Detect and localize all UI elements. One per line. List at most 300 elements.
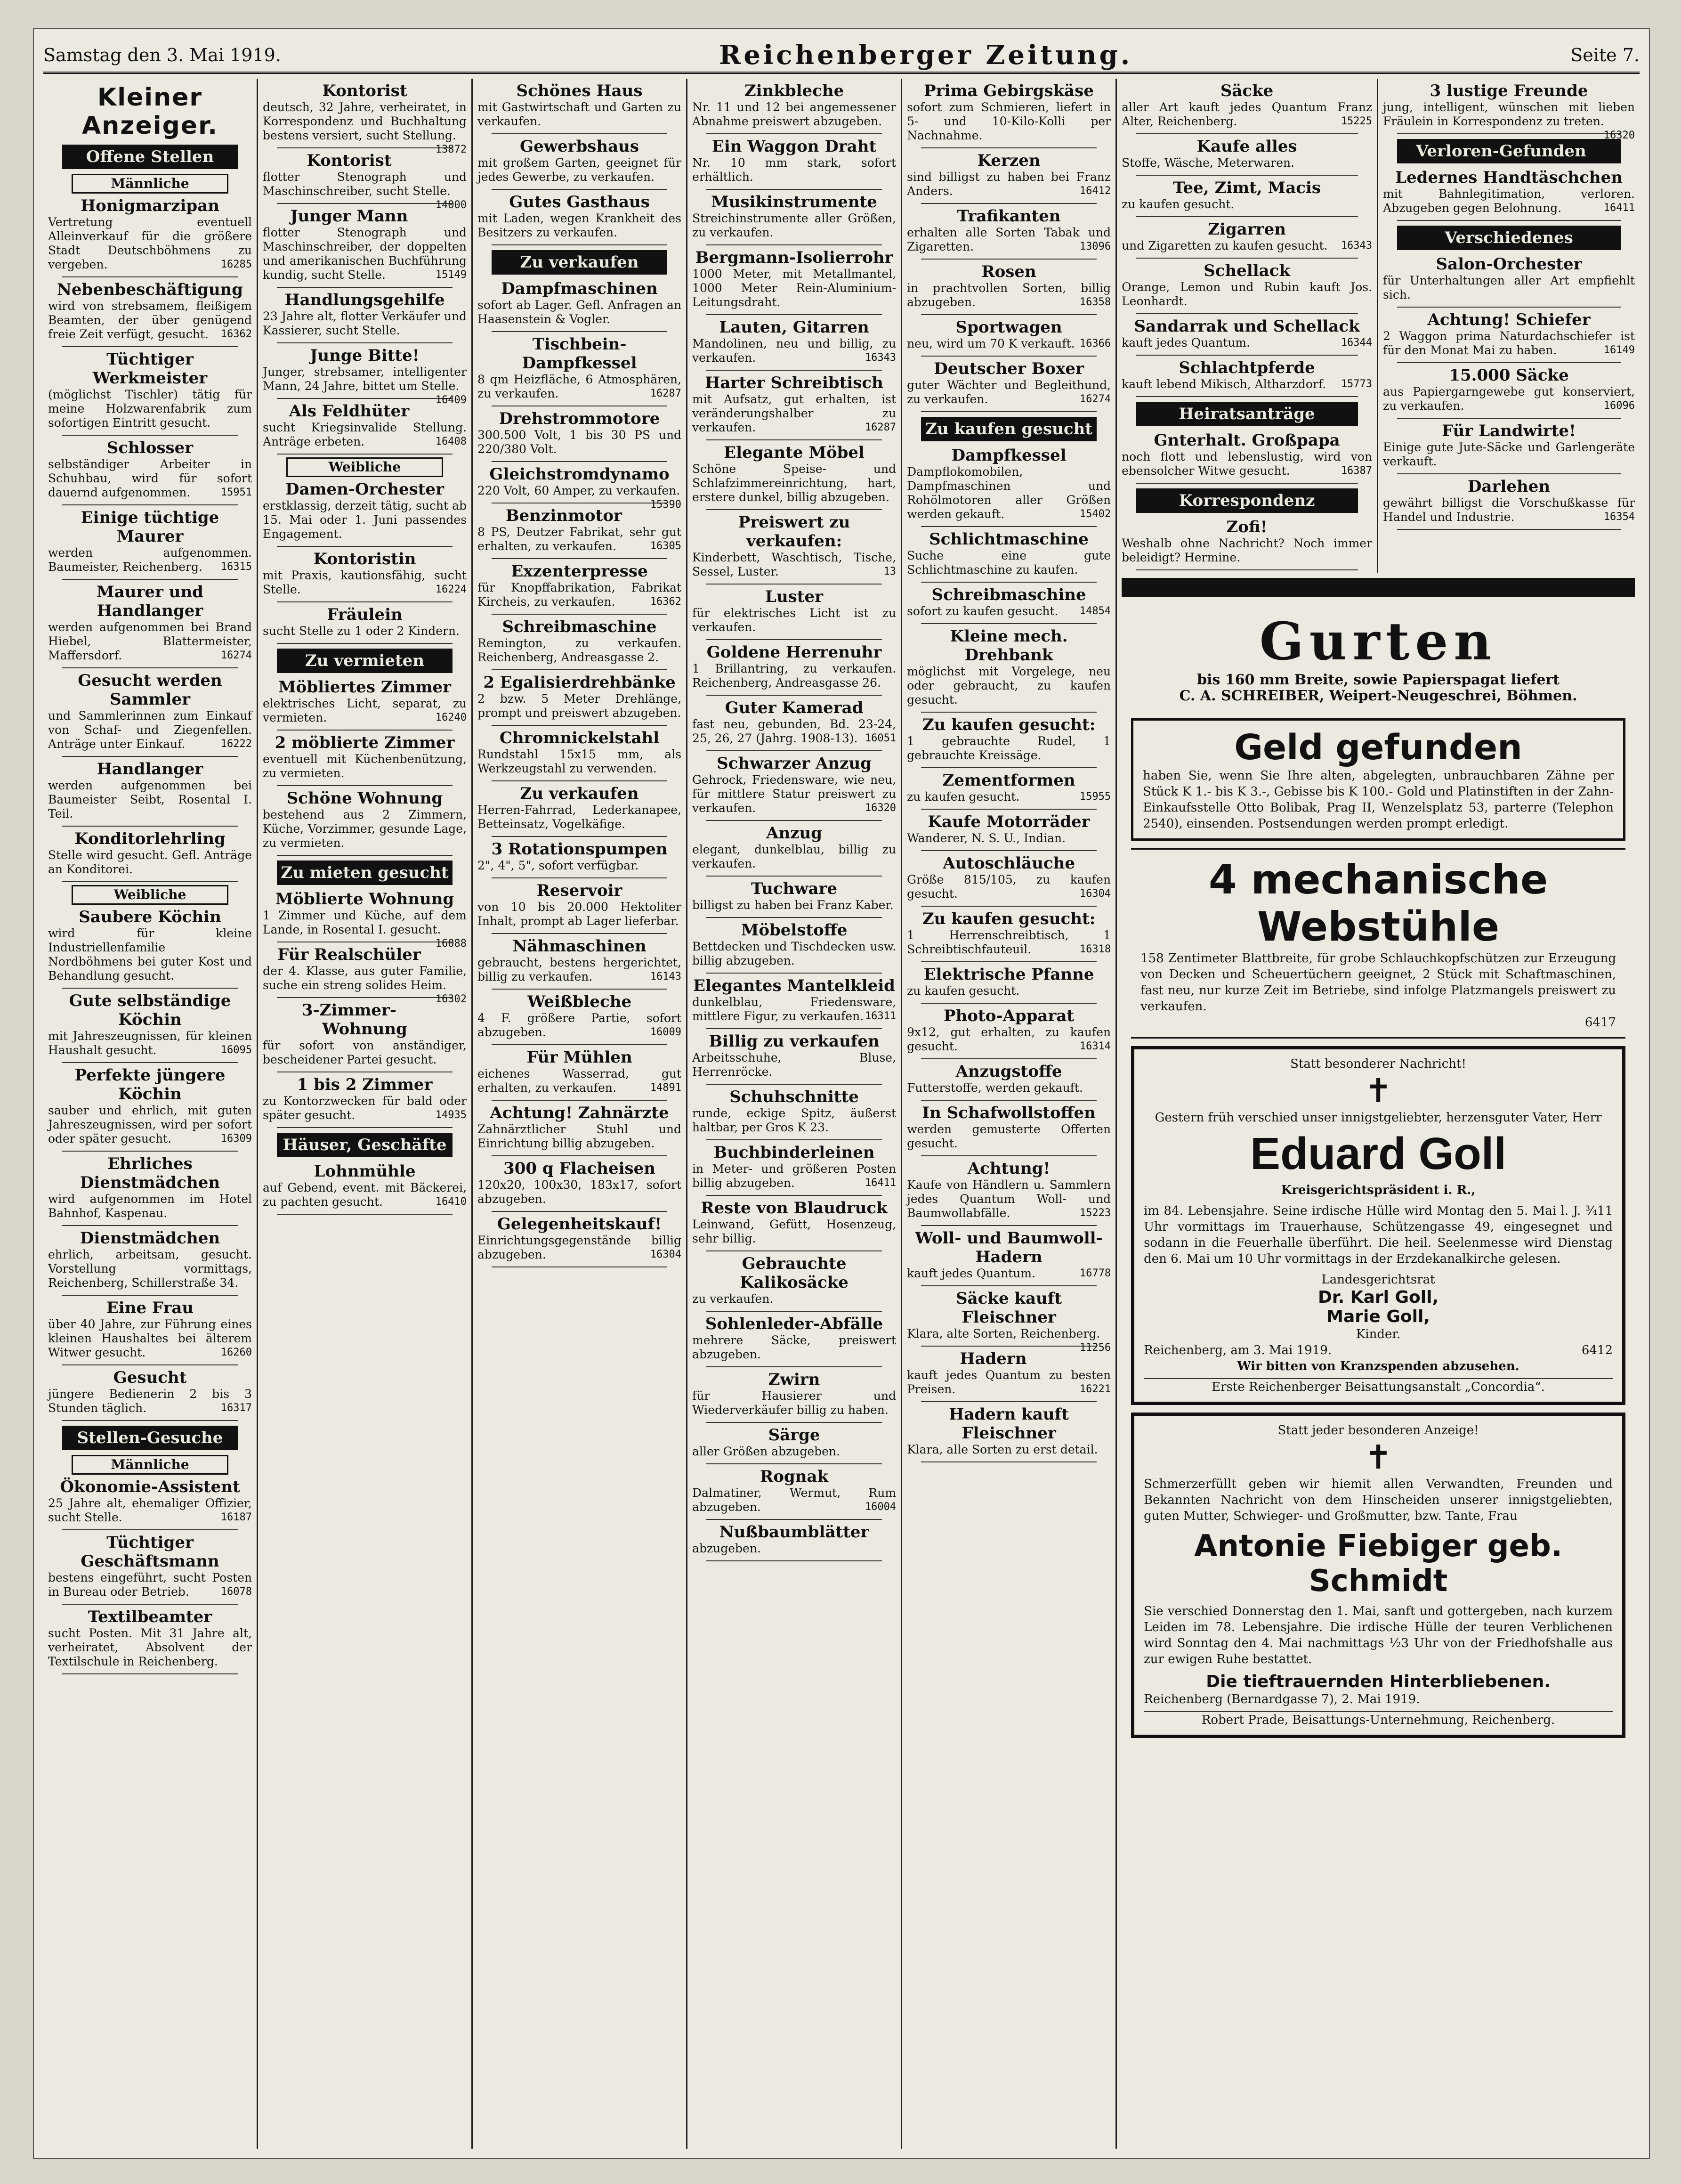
classified-ad (1122, 518, 1372, 565)
goll-name: Eduard Goll (1250, 1129, 1507, 1179)
newspaper-page (33, 28, 1650, 2159)
column-6 (1117, 79, 1640, 2149)
ad-text: 2", 4", 5", sofort verfügbar. (477, 859, 639, 872)
ad-separator (706, 876, 882, 877)
ad-separator (921, 1346, 1097, 1347)
ad-separator (62, 826, 238, 827)
ad-title: Salon-Orchester (1436, 255, 1582, 274)
ad-separator (62, 1364, 238, 1365)
ad-number: 14891 (650, 1082, 682, 1094)
ad-title: Photo-Apparat (944, 1007, 1075, 1025)
classified-ad (263, 81, 467, 155)
classified-ad (692, 824, 896, 871)
ad-title: Möblierte Wohnung (275, 890, 454, 909)
ad-separator (921, 809, 1097, 810)
goll-mourner-2: Marie Goll, (1326, 1307, 1430, 1326)
ad-separator (277, 147, 453, 148)
ad-title: 2 Egalisierdrehbänke (483, 673, 676, 692)
ad-title: Billig zu verkaufen (709, 1032, 880, 1051)
ad-text: abzugeben. (692, 1542, 761, 1555)
ad-separator (62, 756, 238, 757)
ad-title: Kontorist (307, 151, 392, 170)
ad-title: Kerzen (977, 151, 1041, 170)
ad-text: 9x12, gut erhalten, zu kaufen gesucht. 16314 (907, 1025, 1111, 1053)
ad-title: Autoschläuche (943, 854, 1075, 873)
classified-ad (48, 508, 252, 574)
ad-title: Textilbeamter (88, 1608, 212, 1626)
ad-text: Nr. 10 mm stark, sofort erhältlich. (692, 156, 897, 184)
ad-title: Möbelstoffe (741, 921, 848, 940)
ad-text: 25 Jahre alt, ehemaliger Offizier, sucht Stelle. 16187 (48, 1496, 252, 1524)
ad-title: Sportwagen (955, 318, 1062, 337)
classified-ad (48, 1154, 252, 1220)
ad-text: Gehrock, Friedensware, wie neu, für mittlere Statur preiswert zu verkaufen. 16320 (692, 773, 897, 815)
ad-number: 15149 (435, 269, 467, 281)
ad-text: Wanderer, N. S. U., Indian. (907, 831, 1066, 845)
ad-text: fast neu, gebunden, Bd. 23-24, 25, 26, 27 (Jahrg. 1908-13). 16051 (692, 717, 897, 745)
ad-separator (706, 584, 882, 585)
ad-title: Schöne Wohnung (286, 789, 443, 808)
ad-title: Lohnmühle (314, 1162, 416, 1181)
goll-place-row (1144, 1342, 1613, 1358)
webstuehle-num: 6417 (1584, 1015, 1616, 1030)
col6-right (1378, 79, 1635, 573)
ad-text: (möglichst Tischler) tätig für meine Holzwarenfabrik zum sofortigen Eintritt gesucht. (48, 388, 252, 430)
ad-title: Dienstmädchen (80, 1229, 220, 1248)
ad-number: 13 (883, 566, 897, 577)
ad-text: 1 Herrenschreibtisch, 1 Schreibtischfauteuil. 16318 (907, 928, 1111, 956)
banner-heiratsantraege: Heiratsanträge (1136, 402, 1358, 426)
ad-number: 16778 (1079, 1267, 1111, 1279)
ad-text: in Meter- und größeren Posten billig abzugeben. 16411 (692, 1162, 897, 1190)
classified-ad (263, 207, 467, 282)
ad-separator (277, 785, 453, 786)
classified-ad (1122, 137, 1372, 170)
ad-text: ehrlich, arbeitsam, gesucht. Vorstellung vormittags, Reichenberg, Schillerstraße 34. (48, 1248, 252, 1290)
ad-number: 16088 (435, 938, 467, 950)
ad-text: für Unterhaltungen aller Art empfiehlt sich. (1383, 274, 1635, 301)
ad-title: Kaufe Motorräder (928, 812, 1090, 831)
ads-col6-f (1383, 255, 1635, 530)
ad-separator (921, 1058, 1097, 1059)
classified-ad (477, 840, 681, 873)
ad-text: bestehend aus 2 Zimmern, Küche, Vorzimmer, gesunde Lage, zu vermieten. (263, 808, 467, 850)
ad-number: 16143 (650, 971, 682, 982)
classified-ad (1383, 255, 1635, 302)
classified-ad (263, 291, 467, 338)
classified-ad (1122, 81, 1372, 129)
ad-separator (492, 1211, 667, 1212)
ad-separator (706, 1028, 882, 1029)
ad-separator (62, 1420, 238, 1421)
ad-number: 16095 (220, 1044, 252, 1056)
ad-title: Prima Gebirgskäse (924, 81, 1094, 100)
ad-title: In Schafwollstoffen (922, 1104, 1096, 1122)
ad-text: wird für kleine Industriellenfamilie Nordböhmens bei guter Kost und Behandlung gesucht. (48, 926, 252, 982)
ad-separator (706, 509, 882, 510)
classified-ad (1383, 422, 1635, 469)
obituary-goll (1131, 1046, 1625, 1405)
ad-title: Reservoir (536, 881, 622, 900)
ad-number: 13872 (435, 144, 467, 155)
ad-text: mit Laden, wegen Krankheit des Besitzers zu verkaufen. (477, 211, 682, 239)
banner-stellen-gesuche: Stellen-Gesuche (62, 1426, 238, 1450)
ad-text: Suche eine gute Schlichtmaschine zu kaufen. (907, 549, 1111, 576)
ad-separator (1397, 362, 1621, 363)
ad-number: 16285 (220, 259, 252, 270)
ad-title: Für Mühlen (526, 1048, 632, 1067)
ad-text: Dampflokomobilen, Dampfmaschinen und Rohölmotoren aller Größen werden gekauft. 15402 (907, 465, 1111, 521)
ad-text: zu kaufen gesucht. (907, 984, 1020, 998)
classified-ad (477, 784, 681, 831)
ad-number: 14935 (435, 1109, 467, 1121)
fiebiger-undertaker: Robert Prade, Beisattungs-Unternehmung, Reichenberg. (1144, 1711, 1613, 1728)
ad-separator (62, 1062, 238, 1063)
webstuehle-title: 4 mechanische Webstühle (1208, 856, 1548, 950)
ad-number: 16344 (1341, 337, 1373, 349)
ad-title: Junger Mann (290, 207, 408, 226)
ad-separator (62, 1225, 238, 1226)
ad-separator (706, 1250, 882, 1251)
classified-ad (477, 506, 681, 553)
ad-title: Lauten, Gitarren (719, 318, 869, 337)
ads-col6-a (1122, 81, 1372, 397)
classified-ad (48, 280, 252, 341)
ad-number: 16078 (220, 1586, 252, 1598)
ad-text: Größe 815/105, zu kaufen gesucht. 16304 (907, 873, 1111, 901)
fiebiger-intro: Schmerzerfüllt geben wir hiemit allen Verwandten, Freunden und Bekannten Nachricht von dem Hinscheiden unserer innigstgeliebten, guten Mutter, Schwieger- und Großmutter, bzw. Tante, Frau (1144, 1477, 1613, 1523)
ad-separator (921, 1401, 1097, 1402)
ad-separator (706, 1463, 882, 1464)
ad-text: über 40 Jahre, zur Führung eines kleinen Haushaltes bei älterem Witwer gesucht. 16260 (48, 1317, 252, 1359)
ad-number: 16358 (1079, 296, 1111, 308)
subbanner-maennliche2: Männliche (72, 1455, 228, 1475)
ad-title: Einige tüchtige Maurer (81, 508, 219, 546)
classified-ad (477, 81, 681, 129)
ad-text: zu kaufen gesucht. 15955 (907, 790, 1111, 804)
classified-ad (1383, 366, 1635, 413)
ad-text: kauft lebend Mikisch, Altharzdorf. 15773 (1122, 377, 1373, 391)
ad-text: erstklassig, derzeit tätig, sucht ab 15. Mai oder 1. Juni passendes Engagement. (263, 499, 467, 541)
ad-separator (492, 331, 667, 332)
classified-ad (477, 673, 681, 720)
ads-col1-c (48, 1478, 252, 1674)
ad-title: Achtung! Schiefer (1427, 310, 1591, 329)
classified-ad (48, 671, 252, 751)
ad-text: jüngere Bedienerin 2 bis 3 Stunden täglich. 16317 (48, 1387, 252, 1415)
classified-ad (263, 402, 467, 449)
ad-text: für sofort von anständiger, bescheidener Partei gesucht. (263, 1039, 467, 1066)
ad-separator (277, 730, 453, 731)
ad-separator (706, 1139, 882, 1140)
ad-title: Tuchware (751, 879, 838, 898)
subbanner-weibliche: Weibliche (72, 885, 228, 905)
ad-separator (921, 582, 1097, 583)
ad-title: Anzugstoffe (955, 1062, 1062, 1081)
ad-separator (706, 695, 882, 696)
ad-separator (1136, 313, 1358, 314)
geld-title: Geld gefunden (1234, 727, 1522, 768)
ad-separator (706, 1195, 882, 1196)
ad-text: Klara, alte Sorten, Reichenberg. 11256 (907, 1327, 1111, 1341)
ad-number: 16096 (1603, 400, 1635, 412)
ad-text: gewährt billigst die Vorschußkasse für Handel und Industrie. 16354 (1383, 496, 1635, 524)
ad-separator (277, 643, 453, 644)
ad-title: Handlungsgehilfe (284, 291, 445, 309)
classified-ad (48, 1299, 252, 1360)
ad-text: auf Gebend, event. mit Bäckerei, zu pachten gesucht. 16410 (263, 1181, 467, 1209)
ad-number: 16302 (435, 993, 467, 1005)
banner-zu-verkaufen: Zu verkaufen (492, 250, 667, 275)
ad-title: Gutes Gasthaus (509, 193, 650, 211)
ad-title: Gleichstromdynamo (489, 465, 670, 484)
goll-mourner-1: Dr. Karl Goll, (1317, 1288, 1439, 1307)
ad-title: Zu kaufen gesucht: (922, 909, 1096, 928)
classified-ad (907, 909, 1111, 957)
ads-col5-a (907, 81, 1111, 412)
ad-title: 2 möblierte Zimmer (275, 733, 455, 752)
ad-separator (277, 287, 453, 288)
ad-separator (1136, 258, 1358, 259)
ad-text: kauft jedes Quantum. 16778 (907, 1267, 1111, 1280)
classified-ad (907, 1229, 1111, 1281)
ads-col4 (692, 81, 896, 1561)
ad-title: Goldene Herrenuhr (706, 643, 882, 662)
ad-number: 16320 (865, 802, 897, 814)
ad-text: und Sammlerinnen zum Einkauf von Schaf- und Ziegenfellen. Anträge unter Einkauf. 16222 (48, 709, 252, 751)
ad-separator (1397, 133, 1621, 134)
ad-text: Herren-Fahrrad, Lederkanapee, Betteinsatz, Vogelkäfige. (477, 803, 682, 831)
ad-number: 16318 (1079, 943, 1111, 955)
ad-title: Darlehen (1468, 477, 1551, 496)
ad-text: Einrichtungsgegenstände billig abzugeben. 16304 (477, 1234, 682, 1261)
ad-number: 16304 (650, 1249, 682, 1260)
ad-title: Nebenbeschäftigung (57, 280, 243, 299)
ad-number: 16287 (650, 388, 682, 399)
classified-ad (48, 829, 252, 877)
ad-number: 16311 (865, 1010, 897, 1022)
ad-text: aller Art kauft jedes Quantum Franz Alter, Reichenberg. 15225 (1122, 100, 1373, 128)
classified-ad (1122, 179, 1372, 211)
fiebiger-closing: Die tieftrauernden Hinterbliebenen. (1206, 1672, 1551, 1691)
classified-ad (263, 605, 467, 638)
ad-title: Reste von Blaudruck (701, 1199, 888, 1218)
ad-number: 16411 (1603, 202, 1635, 214)
ad-text: Dalmatiner, Wermut, Rum abzugeben. 16004 (692, 1486, 897, 1514)
classified-ad (48, 350, 252, 430)
ad-title: Zu kaufen gesucht: (922, 715, 1096, 734)
ad-separator (921, 147, 1097, 148)
ad-text: mit Bahnlegitimation, verloren. Abzugeben gegen Belohnung. 16411 (1383, 187, 1635, 215)
ads-col6-b (1122, 431, 1372, 484)
ad-title: Woll- und Baumwoll-Hadern (915, 1229, 1103, 1267)
ad-title: 15.000 Säcke (1449, 366, 1569, 385)
column-2 (258, 79, 473, 2149)
ad-number: 16362 (650, 596, 682, 608)
classified-ad (263, 945, 467, 1005)
ad-title: Elegantes Mantelkleid (693, 976, 895, 995)
ad-text: werden aufgenommen. Baumeister, Reichenberg. 16315 (48, 546, 252, 574)
columns (43, 79, 1640, 2149)
ad-text: Rundstahl 15x15 mm, als Werkzeugstahl zu verwenden. (477, 747, 682, 775)
ad-separator (706, 750, 882, 751)
ad-number: 14000 (435, 199, 467, 211)
ad-text: mehrere Säcke, preiswert abzugeben. (692, 1333, 897, 1361)
ad-text: für elektrisches Licht ist zu verkaufen. (692, 606, 897, 634)
ad-title: Ehrliches Dienstmädchen (80, 1154, 220, 1192)
ad-title: Säcke kauft Fleischner (956, 1289, 1062, 1327)
ad-text: Bettdecken und Tischdecken usw. billig abzugeben. (692, 940, 897, 967)
ad-separator (62, 276, 238, 277)
classified-ad (907, 207, 1111, 254)
classified-ad (1383, 310, 1635, 357)
classified-ad (692, 1370, 896, 1417)
column-3 (473, 79, 687, 2149)
ad-text: für Knopffabrikation, Fabrikat Kircheis, zu verkaufen. 16362 (477, 581, 682, 609)
classified-ad (692, 1315, 896, 1362)
column-1 (43, 79, 258, 2149)
ad-number: 16343 (865, 352, 897, 364)
classified-ad (692, 1523, 896, 1556)
ad-text: 2 Waggon prima Naturdachschiefer ist für den Monat Mai zu haben. 16149 (1383, 329, 1635, 357)
ad-title: Konditorlehrling (74, 829, 226, 848)
ads-col6-c (1122, 518, 1372, 570)
webstuehle-text: 158 Zentimeter Blattbreite, für grobe Schlauchkopfschützen zur Erzeugung von Decken und Scheuertüchern geeignet, 2 Stück mit Schaftmaschinen, fast neu, nur kurze Zeit im Betriebe, sind infolge Platzmangels preiswert zu verkaufen. (1140, 951, 1616, 1014)
ad-text: der 4. Klasse, aus guter Familie, suche ein streng solides Heim. 16302 (263, 964, 467, 992)
column-5 (902, 79, 1117, 2149)
ad-separator (706, 973, 882, 974)
classified-ad (907, 1349, 1111, 1396)
classified-ad (477, 409, 681, 456)
ad-text: werden gemusterte Offerten gesucht. (907, 1122, 1111, 1150)
ad-separator (492, 1044, 667, 1045)
ad-separator (277, 855, 453, 856)
ads-col5-b (907, 446, 1111, 1462)
ad-separator (277, 601, 453, 602)
ad-text: sucht Kriegsinvalide Stellung. Anträge erbeten. 16408 (263, 421, 467, 448)
classified-ad (1122, 261, 1372, 309)
ad-text: kauft jedes Quantum. 16344 (1122, 336, 1373, 349)
newspaper-title: Reichenberger Zeitung. (719, 40, 1133, 71)
ad-text: wird von strebsamem, fleißigem Beamten, der über genügend freie Zeit verfügt, gesucht. 16362 (48, 299, 252, 341)
classified-ad (692, 587, 896, 634)
ad-separator (921, 1100, 1097, 1101)
classified-ad (263, 346, 467, 406)
ad-separator (921, 314, 1097, 315)
ad-title: Schlachtpferde (1179, 358, 1315, 377)
classified-ad (48, 1368, 252, 1415)
ad-title: Honigmarzipan (81, 196, 219, 215)
ad-number: 16009 (650, 1026, 682, 1038)
ad-number: 15955 (1079, 791, 1111, 803)
classified-ad (477, 279, 681, 326)
ad-title: 3 lustige Freunde (1430, 81, 1588, 100)
ad-separator (492, 989, 667, 990)
classified-ad (263, 480, 467, 541)
ad-text: aller Größen abzugeben. (692, 1445, 840, 1458)
ad-title: Dampfkessel (951, 446, 1067, 465)
classified-ad (907, 1104, 1111, 1151)
ad-text: noch flott und lebenslustig, wird von ebensolcher Witwe gesucht. 16387 (1122, 450, 1373, 478)
ad-text: 220 Volt, 60 Amper, zu verkaufen. 15390 (477, 484, 681, 498)
classified-ad (477, 937, 681, 984)
ad-number: 15223 (1079, 1207, 1111, 1219)
classified-ad (692, 373, 896, 435)
ad-number: 16362 (220, 328, 252, 340)
ad-separator (1136, 216, 1358, 217)
ad-text: 1 Brillantring, zu verkaufen. Reichenberg, Andreasgasse 26. (692, 662, 897, 690)
classified-ad (477, 1104, 681, 1151)
classified-ad (907, 771, 1111, 804)
ad-text: sucht Posten. Mit 31 Jahre alt, verheiratet, Absolvent der Textilschule in Reichenberg. (48, 1626, 252, 1668)
ad-text: 1 Zimmer und Küche, auf dem Lande, in Rosental I. gesucht. 16088 (263, 909, 467, 937)
ad-separator (277, 203, 453, 204)
ad-number: 16051 (865, 732, 897, 744)
ad-text: flotter Stenograph und Maschinschreiber, sucht Stelle. 14000 (263, 170, 467, 198)
ad-title: Handlanger (97, 760, 203, 779)
ads-col1-b (48, 908, 252, 1421)
ad-text: eichenes Wasserrad, gut erhalten, zu verkaufen. 14891 (477, 1067, 682, 1095)
classified-ad (692, 137, 896, 184)
goll-num: 6412 (1581, 1343, 1613, 1357)
ad-separator (277, 454, 453, 455)
ad-text: wird aufgenommen im Hotel Bahnhof, Kaspenau. (48, 1192, 252, 1220)
ad-separator (921, 767, 1097, 768)
ad-title: Hadern (960, 1349, 1027, 1368)
ad-separator (62, 346, 238, 347)
banner-haeuser: Häuser, Geschäfte (277, 1133, 453, 1157)
ad-text: 4 F. größere Partie, sofort abzugeben. 16009 (477, 1011, 682, 1039)
ad-title: Zwirn (768, 1370, 820, 1389)
ad-separator (921, 203, 1097, 204)
classified-ad (692, 754, 896, 815)
ad-separator (706, 244, 882, 245)
ad-title: Gewerbshaus (520, 137, 639, 156)
ad-separator (62, 1529, 238, 1530)
ad-text: mit Aufsatz, gut erhalten, ist veränderungshalber zu verkaufen. 16287 (692, 392, 897, 434)
ad-title: Perfekte jüngere Köchin (74, 1066, 226, 1104)
classified-ad (907, 262, 1111, 309)
classified-ad (48, 1608, 252, 1669)
ad-text: mit Jahreszeugnissen, für kleinen Haushalt gesucht. 16095 (48, 1029, 252, 1057)
ad-separator (921, 1155, 1097, 1156)
ad-separator (492, 189, 667, 190)
ad-title: Gute selbständige Köchin (69, 991, 231, 1029)
ad-text: Vertretung eventuell Alleinverkauf für die größere Stadt Deutschböhmens zu vergeben. 16285 (48, 215, 252, 271)
ad-title: Achtung! Zahnärzte (490, 1104, 669, 1122)
classified-ad (477, 729, 681, 776)
classified-ad (692, 976, 896, 1023)
classified-ad (48, 438, 252, 500)
ad-title: Guter Kamerad (725, 698, 864, 717)
ad-title: 3 Rotationspumpen (491, 840, 668, 859)
ad-text: Kaufe von Händlern u. Sammlern jedes Quantum Woll- und Baumwollabfälle. 15223 (907, 1178, 1111, 1220)
classified-ad (1122, 220, 1372, 253)
classified-ad (477, 137, 681, 184)
ads-col3-a (477, 81, 681, 245)
subbanner-maennliche: Männliche (72, 174, 228, 194)
ad-number: 16412 (1079, 185, 1111, 197)
ad-title: Gnterhalt. Großpapa (1154, 431, 1340, 450)
ad-number: 16004 (865, 1501, 897, 1513)
ad-number: 16274 (1079, 393, 1111, 405)
page-number: Seite 7. (1570, 45, 1640, 65)
goll-place: Reichenberg, am 3. Mai 1919. (1144, 1343, 1332, 1357)
classified-ad (907, 1289, 1111, 1354)
ads-col3-b (477, 279, 681, 1267)
ad-separator (1397, 418, 1621, 419)
ad-title: Schlosser (106, 438, 194, 457)
